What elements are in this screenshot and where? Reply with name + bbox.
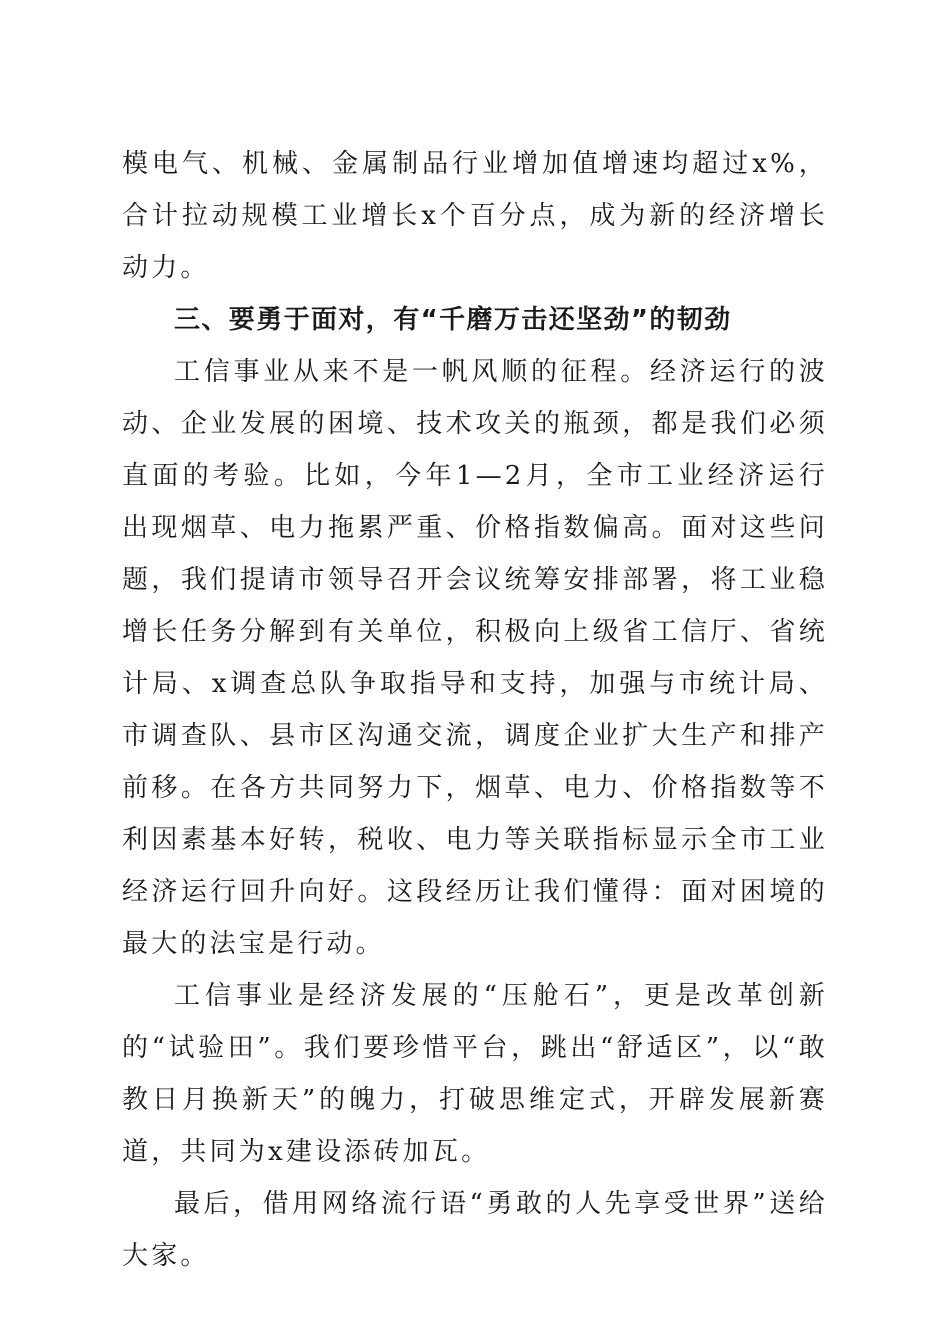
paragraph-continuation: 模电气、机械、金属制品行业增加值增速均超过x%，合计拉动规模工业增长x个百分点，成为新的经济增长动力。 [122,149,828,283]
paragraph-body: 工信事业是经济发展的“压舱石”，更是改革创新的“试验田”。我们要珍惜平台，跳出“舒适区”，以“敢教日月换新天”的魄力，打破思维定式，开辟发展新赛道，共同为x建设添砖加瓦。 [122,981,828,1167]
section-heading: 三、要勇于面对，有“千磨万击还坚劲”的韧劲 [174,305,732,335]
document-body [122,138,828,1282]
paragraph-body: 工信事业从来不是一帆风顺的征程。经济运行的波动、企业发展的困境、技术攻关的瓶颈，都是我们必须直面的考验。比如，今年1—2月，全市工业经济运行出现烟草、电力拖累严重、价格指数偏高。面对这些问题，我们提请市领导召开会议统筹安排部署，将工业稳增长任务分解到有关单位，积极向上级省工信厅、省统计局、x调查总队争取指导和支持，加强与市统计局、市调查队、县市区沟通交流，调度企业扩大生产和排产前移。在各方共同努力下，烟草、电力、价格指数等不利因素基本好转，税收、电力等关联指标显示全市工业经济运行回升向好。这段经历让我们懂得：面对困境的最大的法宝是行动。 [122,357,828,959]
paragraph-closing: 最后，借用网络流行语“勇敢的人先享受世界”送给大家。 [122,1189,828,1271]
